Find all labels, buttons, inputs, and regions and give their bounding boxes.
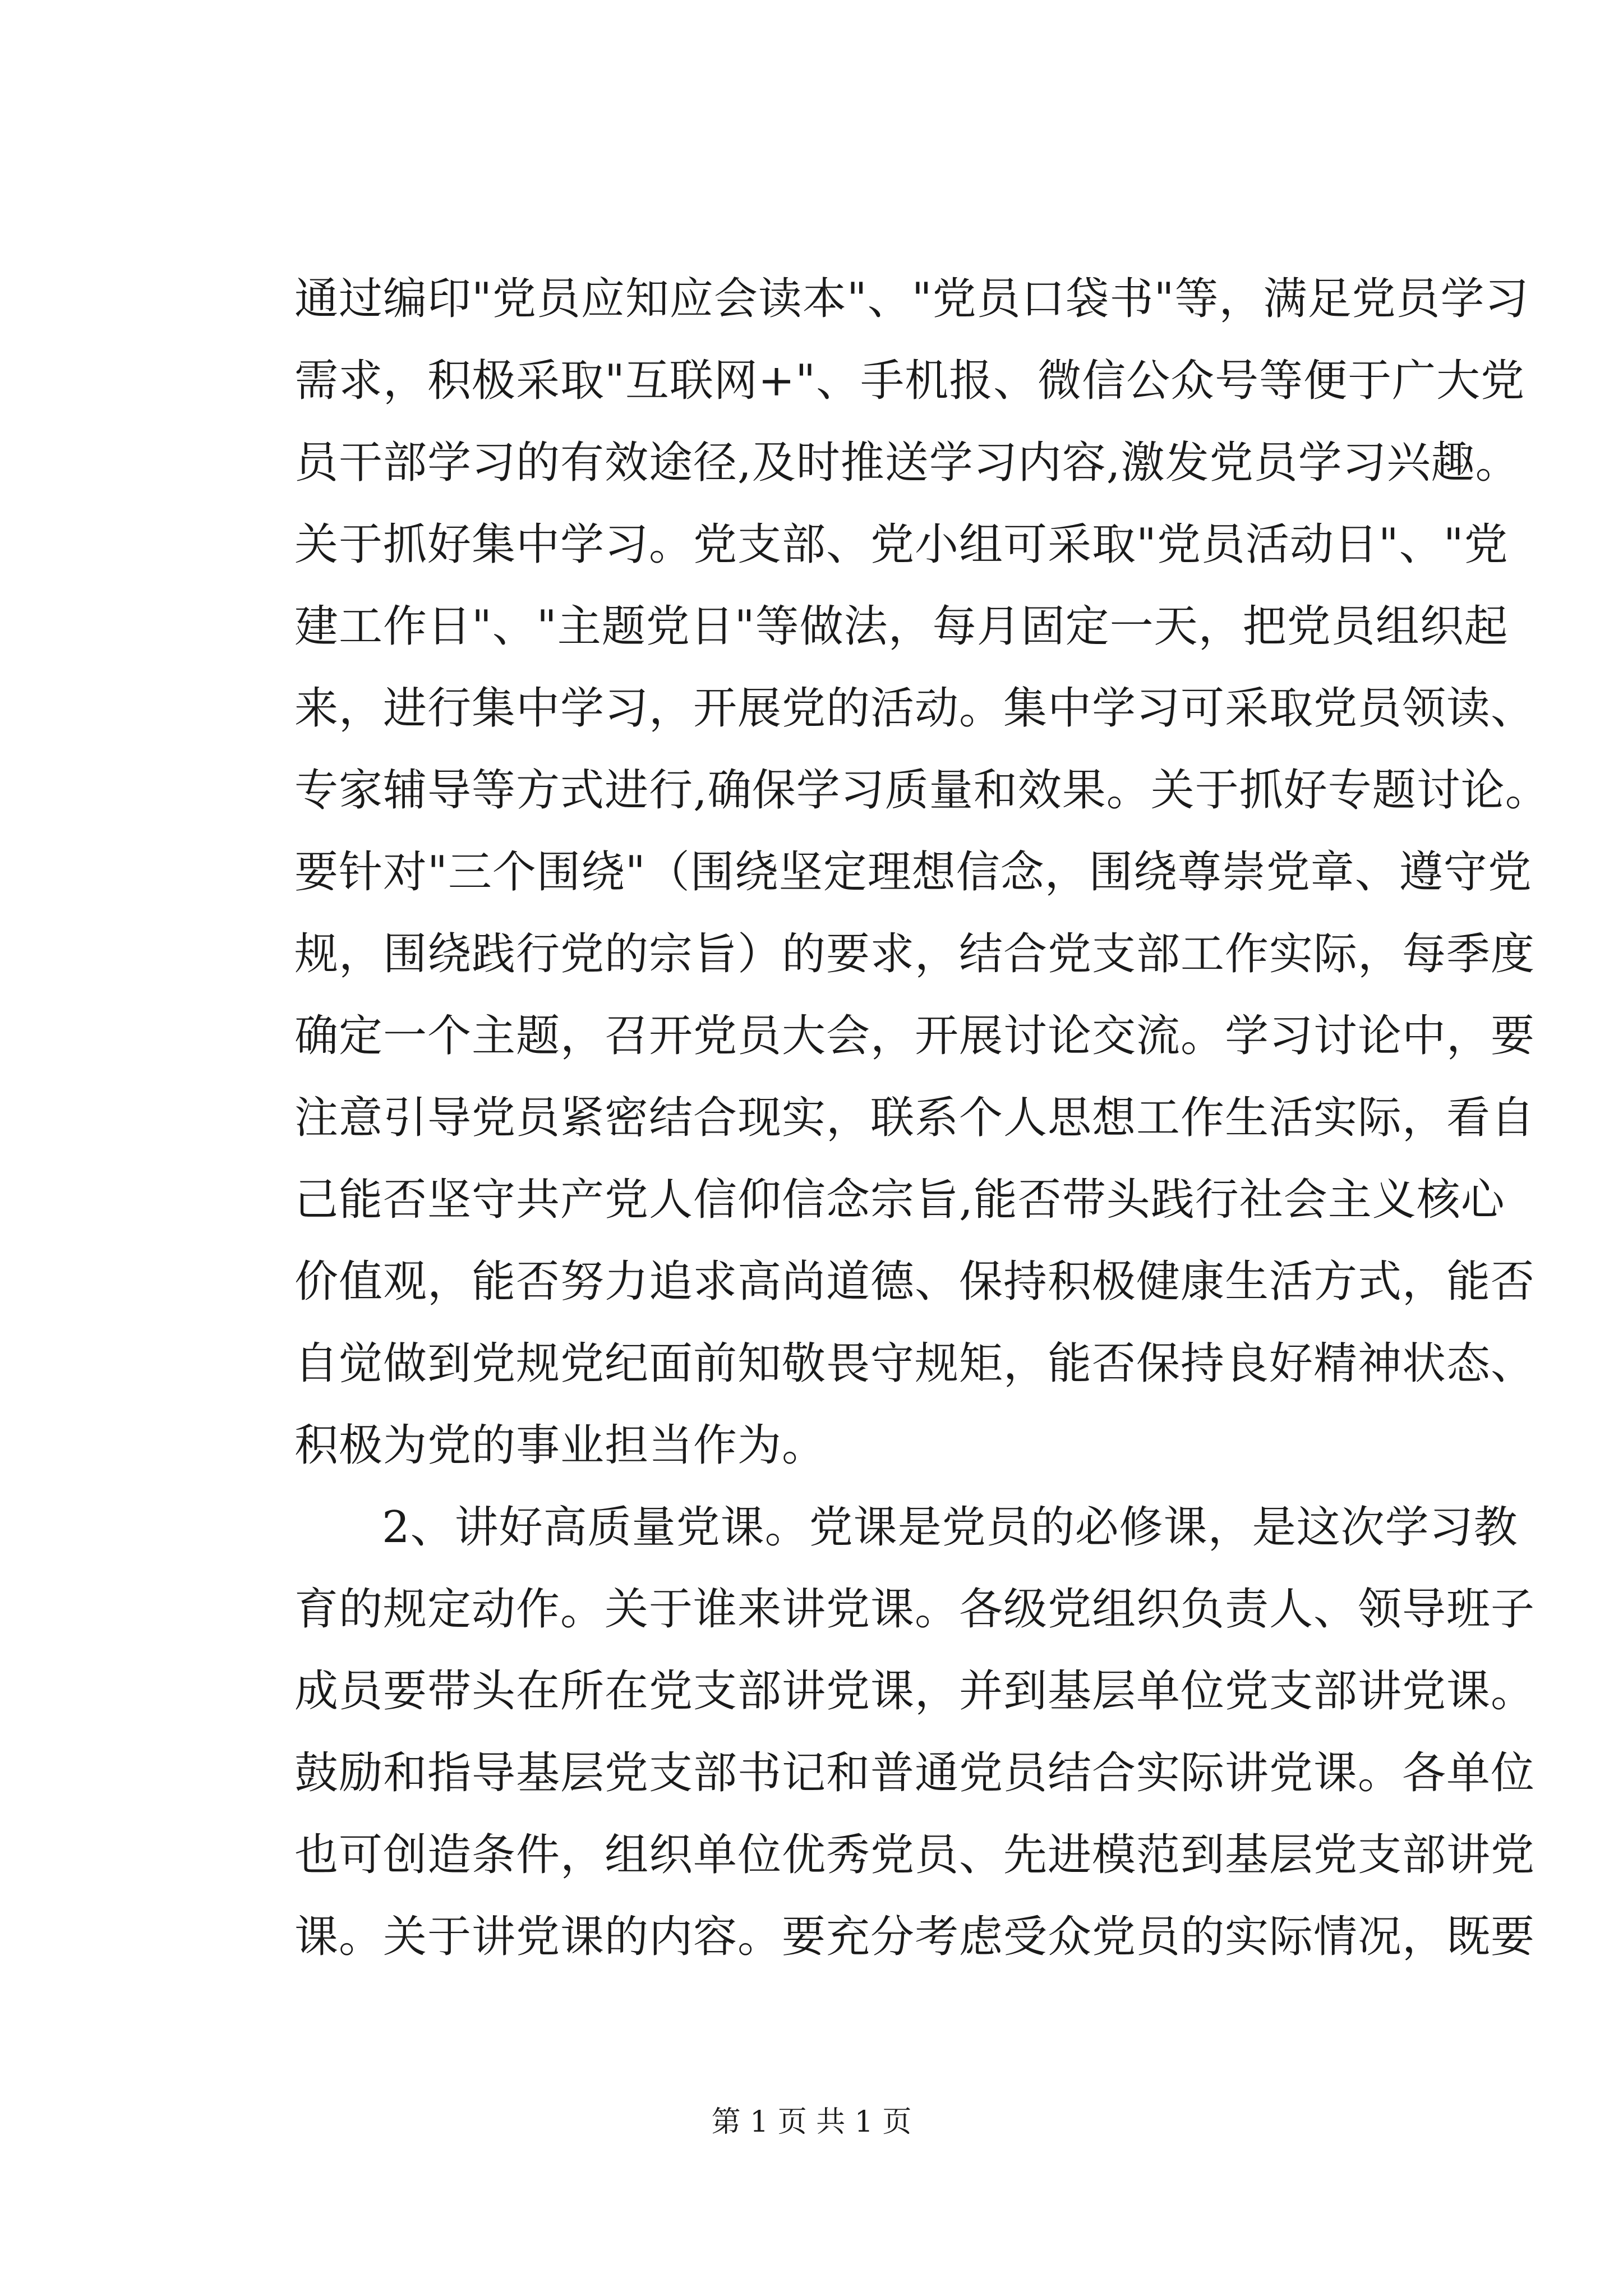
text-line: 规，围绕践行党的宗旨）的要求，结合党支部工作实际，每季度 <box>294 929 1536 979</box>
text-line: 要针对"三个围绕"（围绕坚定理想信念，围绕尊崇党章、遵守党 <box>294 847 1532 898</box>
text-line: 通过编印"党员应知应会读本"、"党员口袋书"等，满足党员学习 <box>294 274 1529 324</box>
text-line: 积极为党的事业担当作为。 <box>294 1420 827 1471</box>
text-line: 确定一个主题，召开党员大会，开展讨论交流。学习讨论中，要 <box>294 1011 1536 1061</box>
text-line: 需求，积极采取"互联网+"、手机报、微信公众号等便于广大党 <box>294 356 1525 406</box>
text-line: 注意引导党员紧密结合现实，联系个人思想工作生活实际，看自 <box>294 1093 1536 1143</box>
text-line: 育的规定动作。关于谁来讲党课。各级党组织负责人、领导班子 <box>294 1584 1536 1635</box>
text-line: 建工作日"、"主题党日"等做法，每月固定一天，把党员组织起 <box>294 601 1509 652</box>
text-line: 专家辅导等方式进行,确保学习质量和效果。关于抓好专题讨论。 <box>294 765 1550 816</box>
text-line: 也可创造条件，组织单位优秀党员、先进模范到基层党支部讲党 <box>294 1830 1536 1880</box>
text-line: 员干部学习的有效途径,及时推送学习内容,激发党员学习兴趣。 <box>294 438 1520 488</box>
text-line: 己能否坚守共产党人信仰信念宗旨,能否带头践行社会主义核心 <box>294 1175 1505 1225</box>
text-line: 课。关于讲党课的内容。要充分考虑受众党员的实际情况，既要 <box>294 1912 1536 1962</box>
text-line: 关于抓好集中学习。党支部、党小组可采取"党员活动日"、"党 <box>294 519 1509 570</box>
page-number-footer: 第 1 页 共 1 页 <box>711 2105 912 2139</box>
text-line: 鼓励和指导基层党支部书记和普通党员结合实际讲党课。各单位 <box>294 1748 1536 1798</box>
document-body <box>294 258 1550 1978</box>
text-line: 自觉做到党规党纪面前知敬畏守规矩，能否保持良好精神状态、 <box>294 1338 1536 1389</box>
text-line: 来，进行集中学习，开展党的活动。集中学习可采取党员领读、 <box>294 683 1536 734</box>
text-line: 价值观，能否努力追求高尚道德、保持积极健康生活方式，能否 <box>294 1257 1536 1307</box>
paragraph-start-line: 2、讲好高质量党课。党课是党员的必修课，是这次学习教 <box>382 1502 1518 1553</box>
text-line: 成员要带头在所在党支部讲党课，并到基层单位党支部讲党课。 <box>294 1666 1536 1717</box>
